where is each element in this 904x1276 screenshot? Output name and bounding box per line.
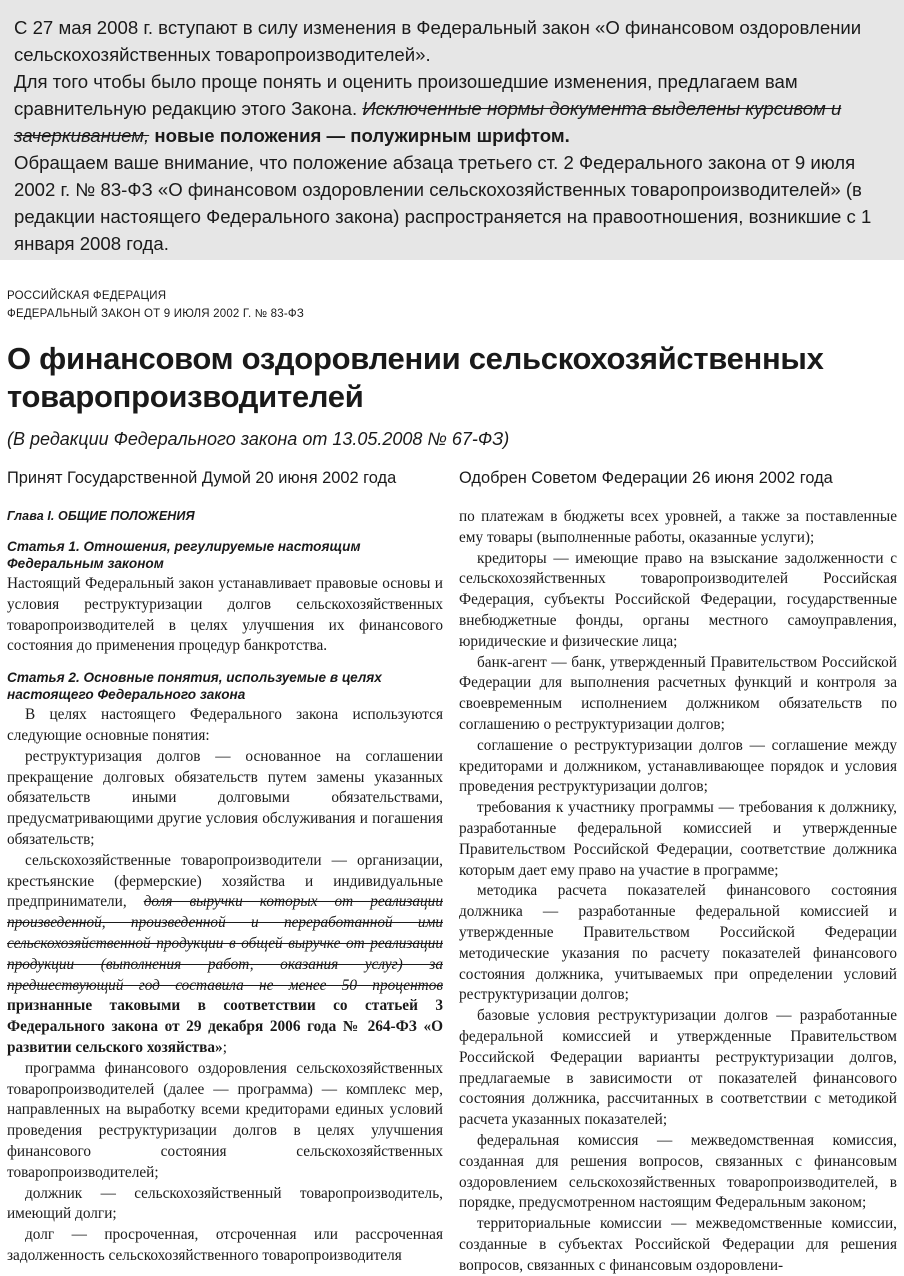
term-requirements: требования к участнику программы — требования к должнику, разработанные федеральной комиссией и утвержденные Правительством Российской Федерации, соответствие должника которым дает ему право на участие в программе; <box>459 799 897 879</box>
term-restructuring: реструктуризация долгов — основанное на соглашении прекращение долговых обязательств путем замены указанных обязательств иными долговыми обязательствами, предусматривающими другие условия обслуживания и погашения обязательств; <box>7 747 443 848</box>
page-title: О финансовом оздоровлении сельскохозяйственных товаропроизводителей <box>7 341 824 414</box>
edition-note: (В редакции Федерального закона от 13.05.2008 № 67-ФЗ) <box>7 429 510 449</box>
producers-struck-text: доля выручки которых от реализации произведенной, произведенной и переработанной ими сельскохозяйственной продукции в общей выручке от реализации продукции (выполнения работ, оказания услуг) за предшествующий год составила не менее 50 процентов <box>7 893 443 994</box>
term-program: программа финансового оздоровления сельскохозяйственных товаропроизводителей (далее — программа) — комплекс мер, направленных на выработку всеми кредиторами единых условий проведения реструктуризации долгов в целях улучшения финансового состояния сельскохозяйственных товаропроизводителей; <box>7 1059 443 1181</box>
left-column <box>7 507 443 1267</box>
term-producers <box>7 851 443 1059</box>
right-column <box>459 507 897 1276</box>
article-2-intro: В целях настоящего Федерального закона используются следующие основные понятия: <box>7 706 443 744</box>
chapter-heading: Глава I. ОБЩИЕ ПОЛОЖЕНИЯ <box>7 509 195 523</box>
notice-paragraph-1: С 27 мая 2008 г. вступают в силу изменения в Федеральный закон «О финансовом оздоровлении сельскохозяйственных товаропроизводителей». <box>14 17 862 65</box>
notice-intro-text: Для того чтобы было проще понять и оценить произошедшие изменения, предлагаем вам сравнительную редакцию этого Закона. <box>14 71 798 119</box>
term-debt: долг — просроченная, отсроченная или рассроченная задолженность сельскохозяйственного товаропроизводителя <box>7 1226 443 1264</box>
approved-line: Одобрен Советом Федерации 26 июня 2002 года <box>459 469 833 487</box>
term-bank-agent: банк-агент — банк, утвержденный Правительством Российской Федерации для выполнения расчетных функций и контроля за своевременным исполнением должником обязательств по соглашению о реструктуризации долгов; <box>459 653 897 733</box>
notice-box <box>0 0 904 260</box>
term-debt-continued: по платежам в бюджеты всех уровней, а также за поставленные ему товары (выполненные работы, оказанные услуги); <box>459 508 897 546</box>
term-debtor: должник — сельскохозяйственный товаропроизводитель, имеющий долги; <box>7 1184 443 1223</box>
producers-text: сельскохозяйственные товаропроизводители — организации, крестьянские (фермерские) хозяйства и индивидуальные предприниматели, <box>7 851 443 911</box>
notice-paragraph-2 <box>14 68 884 149</box>
term-methodology: методика расчета показателей финансового состояния должника — разработанные федеральной комиссией и утвержденные Правительством Российской Федерации методические указания по расчету показателей финансового состояния должника, учитываемых при определении условий реструктуризации долгов; <box>459 882 897 1004</box>
article-1-heading: Статья 1. Отношения, регулируемые настоящим Федеральным законом <box>7 539 361 571</box>
notice-struck-text: Исключенные нормы документа выделены курсивом и зачеркиванием, <box>14 98 842 146</box>
meta-law-ref: ФЕДЕРАЛЬНЫЙ ЗАКОН ОТ 9 ИЮЛЯ 2002 Г. № 83-ФЗ <box>7 308 304 320</box>
article-1-text: Настоящий Федеральный закон устанавливает правовые основы и условия реструктуризации долгов сельскохозяйственных товаропроизводителей в целях улучшения их финансового состояния до применения процедур банкротства. <box>7 575 443 655</box>
notice-paragraph-3: Обращаем ваше внимание, что положение абзаца третьего ст. 2 Федерального закона от 9 июля 2002 г. № 83-ФЗ «О финансовом оздоровлении сельскохозяйственных товаропроизводителей» (в редакции настоящего Федерального закона) распространяется на правоотношения, возникшие с 1 января 2008 года. <box>14 152 872 254</box>
producers-end: ; <box>222 1038 227 1056</box>
article-2-heading: Статья 2. Основные понятия, используемые в целях настоящего Федерального закона <box>7 670 382 703</box>
term-agreement: соглашение о реструктуризации долгов — соглашение между кредиторами и должником, устанавливающее порядок и условия проведения реструктуризации долгов; <box>459 736 897 796</box>
term-basic-terms: базовые условия реструктуризации долгов — разработанные федеральной комиссией и утвержденные Правительством Российской Федерации варианты реструктуризации долгов, предлагаемые в зависимости от показателей финансового состояния должника, рассчитанных в соответствии с методикой расчета указанных показателей; <box>459 1007 897 1129</box>
notice-bold-text: новые положения — полужирным шрифтом. <box>149 125 570 146</box>
meta-country: РОССИЙСКАЯ ФЕДЕРАЦИЯ <box>7 290 167 302</box>
producers-bold-text: признанные таковыми в соответствии со статьей 3 Федерального закона от 29 декабря 2006 года № 264-ФЗ «О развитии сельского хозяйства» <box>7 997 443 1056</box>
term-federal-commission: федеральная комиссия — межведомственная комиссия, созданная для решения вопросов, связанных с финансовым оздоровлением сельскохозяйственных товаропроизводителей, в порядке, предусмотренном настоящим Федеральным законом; <box>459 1131 897 1212</box>
term-territorial-commissions: территориальные комиссии — межведомственные комиссии, созданные в субъектах Российской Федерации для решения вопросов, связанных с финансовым оздоровлени- <box>459 1215 897 1274</box>
document-meta <box>7 287 304 323</box>
adopted-line: Принят Государственной Думой 20 июня 2002 года <box>7 469 397 487</box>
term-creditors: кредиторы — имеющие право на взыскание задолженности с сельскохозяйственных товаропроизводителей Российская Федерация, субъекты Российской Федерации, государственные внебюджетные фонды, органы местного самоуправления, юридические и физические лица; <box>459 549 897 650</box>
